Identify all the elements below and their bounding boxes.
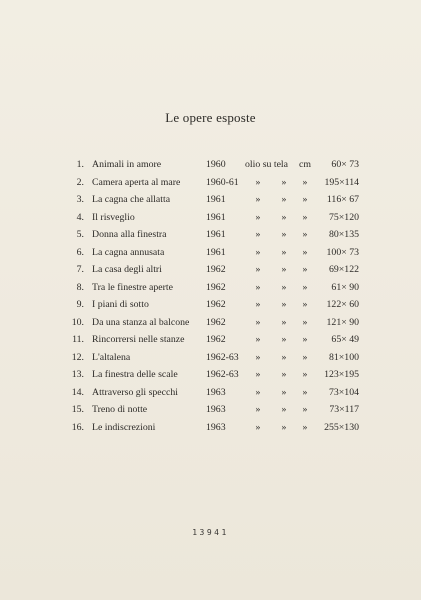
ditto-mark: » — [281, 211, 287, 223]
ditto-mark: » — [302, 246, 308, 258]
ditto-mark: » — [255, 299, 261, 310]
work-row — [0, 279, 421, 297]
work-dimensions: 123×195 — [324, 369, 359, 380]
work-dimensions: 100× 73 — [326, 246, 359, 258]
work-dimensions: 75×120 — [328, 211, 359, 223]
ditto-mark: » — [281, 421, 287, 433]
ditto-mark: » — [281, 316, 287, 328]
work-dimensions: 116× 67 — [326, 194, 359, 205]
ditto-mark: » — [302, 351, 308, 363]
work-dimensions: 80×135 — [328, 229, 359, 240]
page-title: Le opere esposte — [165, 110, 256, 125]
work-year: 1960 — [206, 159, 226, 170]
ditto-mark: » — [302, 316, 308, 328]
work-dimensions: 81×100 — [328, 351, 359, 363]
work-dimensions: 69×122 — [328, 264, 359, 275]
ditto-mark: » — [255, 194, 261, 205]
ditto-mark: » — [281, 281, 287, 293]
work-row — [0, 349, 421, 367]
ditto-mark: » — [255, 316, 261, 328]
ditto-mark: » — [302, 299, 308, 310]
ditto-mark: » — [255, 246, 261, 258]
ditto-mark: » — [281, 334, 287, 345]
ditto-mark: » — [302, 229, 308, 240]
ditto-mark: » — [302, 421, 308, 433]
work-row — [0, 156, 421, 174]
work-number: 5. — [76, 229, 84, 240]
work-row — [0, 366, 421, 384]
work-row — [0, 384, 421, 402]
unit-label: cm — [299, 159, 311, 170]
ditto-mark: » — [255, 211, 261, 223]
work-year: 1960-61 — [206, 176, 239, 188]
work-year: 1963 — [206, 386, 226, 398]
work-row — [0, 174, 421, 192]
work-number: 10. — [71, 316, 84, 328]
work-title: Le indiscrezioni — [92, 421, 156, 433]
ditto-mark: » — [281, 404, 287, 415]
ditto-mark: » — [255, 264, 261, 275]
ditto-mark: » — [255, 386, 261, 398]
work-year: 1963 — [206, 421, 226, 433]
work-row — [0, 244, 421, 262]
work-title: Il risveglio — [92, 211, 135, 223]
work-dimensions: 255×130 — [324, 421, 359, 433]
work-number: 3. — [76, 194, 84, 205]
ditto-mark: » — [281, 246, 287, 258]
work-title: Treno di notte — [92, 404, 148, 415]
ditto-mark: » — [281, 194, 287, 205]
work-number: 16. — [71, 421, 84, 433]
work-year: 1962-63 — [206, 351, 239, 363]
work-number: 1. — [76, 159, 84, 170]
ditto-mark: » — [281, 299, 287, 310]
ditto-mark: » — [302, 334, 308, 345]
work-title: La cagna annusata — [92, 246, 165, 258]
work-row — [0, 419, 421, 437]
work-title: Donna alla finestra — [92, 229, 167, 240]
ditto-mark: » — [302, 264, 308, 275]
work-title: L'altalena — [92, 351, 131, 363]
work-number: 12. — [71, 351, 84, 363]
work-year: 1961 — [206, 229, 226, 240]
work-year: 1962 — [206, 281, 226, 293]
work-number: 15. — [71, 404, 84, 415]
ditto-mark: » — [255, 351, 261, 363]
work-row — [0, 261, 421, 279]
work-number: 7. — [76, 264, 84, 275]
ditto-mark: » — [255, 334, 261, 345]
work-year: 1962 — [206, 299, 226, 310]
work-year: 1962 — [206, 264, 226, 275]
ditto-mark: » — [281, 176, 287, 188]
ditto-mark: » — [281, 351, 287, 363]
works-list — [0, 156, 421, 436]
work-title: Attraverso gli specchi — [92, 386, 178, 398]
ditto-mark: » — [255, 281, 261, 293]
work-number: 2. — [76, 176, 84, 188]
work-title: Rincorrersi nelle stanze — [92, 334, 185, 345]
work-title: La cagna che allatta — [92, 194, 171, 205]
ditto-mark: » — [281, 369, 287, 380]
ditto-mark: » — [302, 211, 308, 223]
work-dimensions: 122× 60 — [326, 299, 359, 310]
work-title: Da una stanza al balcone — [92, 316, 190, 328]
ditto-mark: » — [281, 264, 287, 275]
work-year: 1963 — [206, 404, 226, 415]
work-number: 11. — [72, 334, 84, 345]
work-title: La finestra delle scale — [92, 369, 178, 380]
work-year: 1962 — [206, 316, 226, 328]
ditto-mark: » — [302, 194, 308, 205]
ditto-mark: » — [302, 176, 308, 188]
ditto-mark: » — [255, 404, 261, 415]
work-title: Tra le finestre aperte — [92, 281, 173, 293]
work-dimensions: 61× 90 — [331, 281, 359, 293]
work-year: 1962-63 — [206, 369, 239, 380]
ditto-mark: » — [302, 404, 308, 415]
work-row — [0, 314, 421, 332]
work-dimensions: 73×104 — [328, 386, 359, 398]
work-number: 8. — [76, 281, 84, 293]
medium-label: olio su tela — [245, 159, 288, 170]
work-title: Camera aperta al mare — [92, 176, 181, 188]
work-number: 6. — [76, 246, 84, 258]
work-number: 13. — [71, 369, 84, 380]
work-dimensions: 73×117 — [329, 404, 359, 415]
work-dimensions: 65× 49 — [331, 334, 359, 345]
work-number: 14. — [71, 386, 84, 398]
work-row — [0, 226, 421, 244]
ditto-mark: » — [281, 386, 287, 398]
work-title: Animali in amore — [92, 159, 162, 170]
ditto-mark: » — [302, 369, 308, 380]
ditto-mark: » — [302, 386, 308, 398]
work-row — [0, 331, 421, 349]
work-number: 4. — [76, 211, 84, 223]
work-row — [0, 191, 421, 209]
work-dimensions: 60× 73 — [331, 159, 359, 170]
work-row — [0, 296, 421, 314]
work-year: 1961 — [206, 194, 226, 205]
ditto-mark: » — [255, 369, 261, 380]
work-dimensions: 121× 90 — [326, 316, 359, 328]
catalog-number: 13941 — [192, 528, 229, 537]
work-number: 9. — [76, 299, 84, 310]
work-year: 1962 — [206, 334, 226, 345]
work-row — [0, 401, 421, 419]
ditto-mark: » — [255, 176, 261, 188]
work-title: La casa degli altri — [92, 264, 162, 275]
ditto-mark: » — [302, 281, 308, 293]
work-row — [0, 209, 421, 227]
work-title: I piani di sotto — [92, 299, 149, 310]
ditto-mark: » — [255, 421, 261, 433]
ditto-mark: » — [255, 229, 261, 240]
work-dimensions: 195×114 — [324, 176, 359, 188]
work-year: 1961 — [206, 211, 226, 223]
work-year: 1961 — [206, 246, 226, 258]
ditto-mark: » — [281, 229, 287, 240]
